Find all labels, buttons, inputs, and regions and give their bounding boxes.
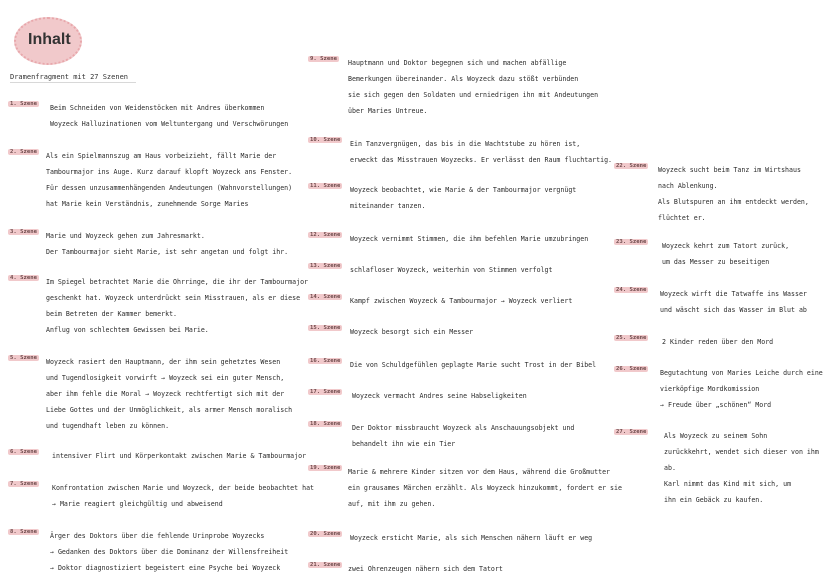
scene-line: Karl nimmt das Kind mit sich, um (664, 480, 792, 488)
scene-label: 9. Szene (310, 56, 337, 62)
scene-line: Als ein Spielmannszug am Haus vorbeizieht, fällt Marie der (46, 152, 277, 160)
scene-label: 18. Szene (310, 421, 341, 427)
scene-line: behandelt ihn wie ein Tier (352, 440, 456, 448)
scene-line: Woyzeck Halluzinationen vom Weltuntergang und Verschwörungen (50, 120, 289, 128)
scene-line: Woyzeck vernimmt Stimmen, die ihm befehlen Marie umzubringen (350, 235, 589, 243)
subtitle: Dramenfragment mit 27 Szenen (10, 73, 136, 83)
scene-line: zwei Ohrenzeugen nähern sich dem Tatort (348, 565, 503, 573)
scene-line: Ein Tanzvergnügen, das bis in die Wachtstube zu hören ist, (350, 140, 581, 148)
scene-line: → Doktor diagnostiziert begeistert eine Psyche bei Woyzeck (50, 564, 281, 572)
scene-line: Woyzeck rasiert den Hauptmann, der ihm sein gehetztes Wesen (46, 358, 281, 366)
scene-line: Im Spiegel betrachtet Marie die Ohrringe, die ihr der Tambourmajor (46, 278, 309, 286)
scene-line: erweckt das Misstrauen Woyzecks. Er verlässt den Raum fluchtartig. (350, 156, 613, 164)
scene-label: 17. Szene (310, 389, 341, 395)
scene-line: beim Betreten der Kammer bemerkt. (46, 310, 178, 318)
scene-line: Als Woyzeck zu seinem Sohn (664, 432, 768, 440)
scene-line: zurückkehrt, wendet sich dieser von ihm (664, 448, 819, 456)
scene-line: Beim Schneiden von Weidenstöcken mit Andres überkommen (50, 104, 265, 112)
scene-label: 15. Szene (310, 325, 341, 331)
scene-line: Woyzeck ersticht Marie, als sich Menschen nähern läuft er weg (350, 534, 593, 542)
scene-line: → Gedanken des Doktors über die Dominanz der Willensfreiheit (50, 548, 289, 556)
scene-line: sie sich gegen den Soldaten und erniedrigen ihn mit Andeutungen (348, 91, 599, 99)
scene-line: Woyzeck beobachtet, wie Marie & der Tambourmajor vergnügt (350, 186, 577, 194)
scene-line: auf, mit ihm zu gehen. (348, 500, 436, 508)
scene-line: Marie & mehrere Kinder sitzen vor dem Haus, während die Großmutter (348, 468, 611, 476)
scene-label: 1. Szene (10, 101, 37, 107)
scene-line: miteinander tanzen. (350, 202, 426, 210)
scene-label: 7. Szene (10, 481, 37, 487)
scene-line: ein grausames Märchen erzählt. Als Woyzeck hinzukommt, fordert er sie (348, 484, 622, 492)
scene-line: flüchtet er. (658, 214, 706, 222)
scene-label: 14. Szene (310, 294, 341, 300)
scene-line: Woyzeck sucht beim Tanz im Wirtshaus (658, 166, 801, 174)
scene-line: Der Tambourmajor sieht Marie, ist sehr angetan und folgt ihr. (46, 248, 289, 256)
scene-label: 20. Szene (310, 531, 341, 537)
scene-label: 23. Szene (616, 239, 647, 245)
scene-label: 11. Szene (310, 183, 341, 189)
scene-line: Tambourmajor ins Auge. Kurz darauf klopft Woyzeck ans Fenster. (46, 168, 293, 176)
scene-line: → Marie reagiert gleichgültig und abweisend (52, 500, 223, 508)
scene-line: intensiver Flirt und Körperkontakt zwischen Marie & Tambourmajor (52, 452, 307, 460)
scene-line: Kampf zwischen Woyzeck & Tambourmajor → Woyzeck verliert (350, 297, 573, 305)
scene-label: 19. Szene (310, 465, 341, 471)
scene-line: Woyzeck wirft die Tatwaffe ins Wasser (660, 290, 807, 298)
scene-line: Liebe Gottes und der Unmöglichkeit, als armer Mensch moralisch (46, 406, 293, 414)
scene-line: Marie und Woyzeck gehen zum Jahresmarkt. (46, 232, 205, 240)
scene-line: → Freude über „schönen“ Mord (660, 401, 772, 409)
scene-line: nach Ablenkung. (658, 182, 718, 190)
scene-line: Anflug von schlechtem Gewissen bei Marie. (46, 326, 209, 334)
scene-label: 26. Szene (616, 366, 647, 372)
scene-line: und wäscht sich das Wasser im Blut ab (660, 306, 807, 314)
scene-line: Hauptmann und Doktor begegnen sich und machen abfällige (348, 59, 567, 67)
scene-line: Die von Schuldgefühlen geplagte Marie sucht Trost in der Bibel (350, 361, 597, 369)
scene-line: und Tugendlosigkeit vorwirft → Woyzeck sei ein guter Mensch, (46, 374, 285, 382)
scene-line: Für dessen unzusammenhängenden Andeutungen (Wahnvorstellungen) (46, 184, 293, 192)
scene-line: ab. (664, 464, 676, 472)
scene-line: um das Messer zu beseitigen (662, 258, 770, 266)
scene-line: 2 Kinder reden über den Mord (662, 338, 774, 346)
scene-line: Woyzeck vermacht Andres seine Habseligkeiten (352, 392, 527, 400)
scene-line: Begutachtung von Maries Leiche durch eine (660, 369, 823, 377)
scene-line: schlafloser Woyzeck, weiterhin von Stimmen verfolgt (350, 266, 553, 274)
scene-label: 25. Szene (616, 335, 647, 341)
scene-label: 8. Szene (10, 529, 37, 535)
scene-label: 6. Szene (10, 449, 37, 455)
scene-line: ihn ein Gebäck zu kaufen. (664, 496, 764, 504)
scene-label: 27. Szene (616, 429, 647, 435)
scene-label: 3. Szene (10, 229, 37, 235)
scene-label: 24. Szene (616, 287, 647, 293)
scene-label: 12. Szene (310, 232, 341, 238)
scene-label: 10. Szene (310, 137, 341, 143)
scene-line: hat Marie kein Verständnis, zunehmende Sorge Maries (46, 200, 249, 208)
scene-line: vierköpfige Mordkomission (660, 385, 760, 393)
page-title: Inhalt (28, 31, 71, 48)
scene-label: 2. Szene (10, 149, 37, 155)
scene-label: 22. Szene (616, 163, 647, 169)
scene-label: 13. Szene (310, 263, 341, 269)
scene-line: Der Doktor missbraucht Woyzeck als Anschauungsobjekt und (352, 424, 575, 432)
scene-label: 5. Szene (10, 355, 37, 361)
scene-line: Konfrontation zwischen Marie und Woyzeck, der beide beobachtet hat (52, 484, 315, 492)
scene-line: aber ihm fehle die Moral → Woyzeck rechtfertigt sich mit der (46, 390, 285, 398)
scene-line: und tugendhaft leben zu können. (46, 422, 170, 430)
scene-line: Ärger des Doktors über die fehlende Urinprobe Woyzecks (50, 532, 265, 540)
scene-label: 4. Szene (10, 275, 37, 281)
scene-line: Bemerkungen übereinander. Als Woyzeck dazu stößt verbünden (348, 75, 579, 83)
scene-line: über Maries Untreue. (348, 107, 428, 115)
scene-line: Woyzeck besorgt sich ein Messer (350, 328, 474, 336)
scene-line: Woyzeck kehrt zum Tatort zurück, (662, 242, 790, 250)
scene-line: Als Blutspuren an ihm entdeckt werden, (658, 198, 809, 206)
scene-label: 16. Szene (310, 358, 341, 364)
scene-line: geschenkt hat. Woyzeck unterdrückt sein Misstrauen, als er diese (46, 294, 301, 302)
scene-label: 21. Szene (310, 562, 341, 568)
